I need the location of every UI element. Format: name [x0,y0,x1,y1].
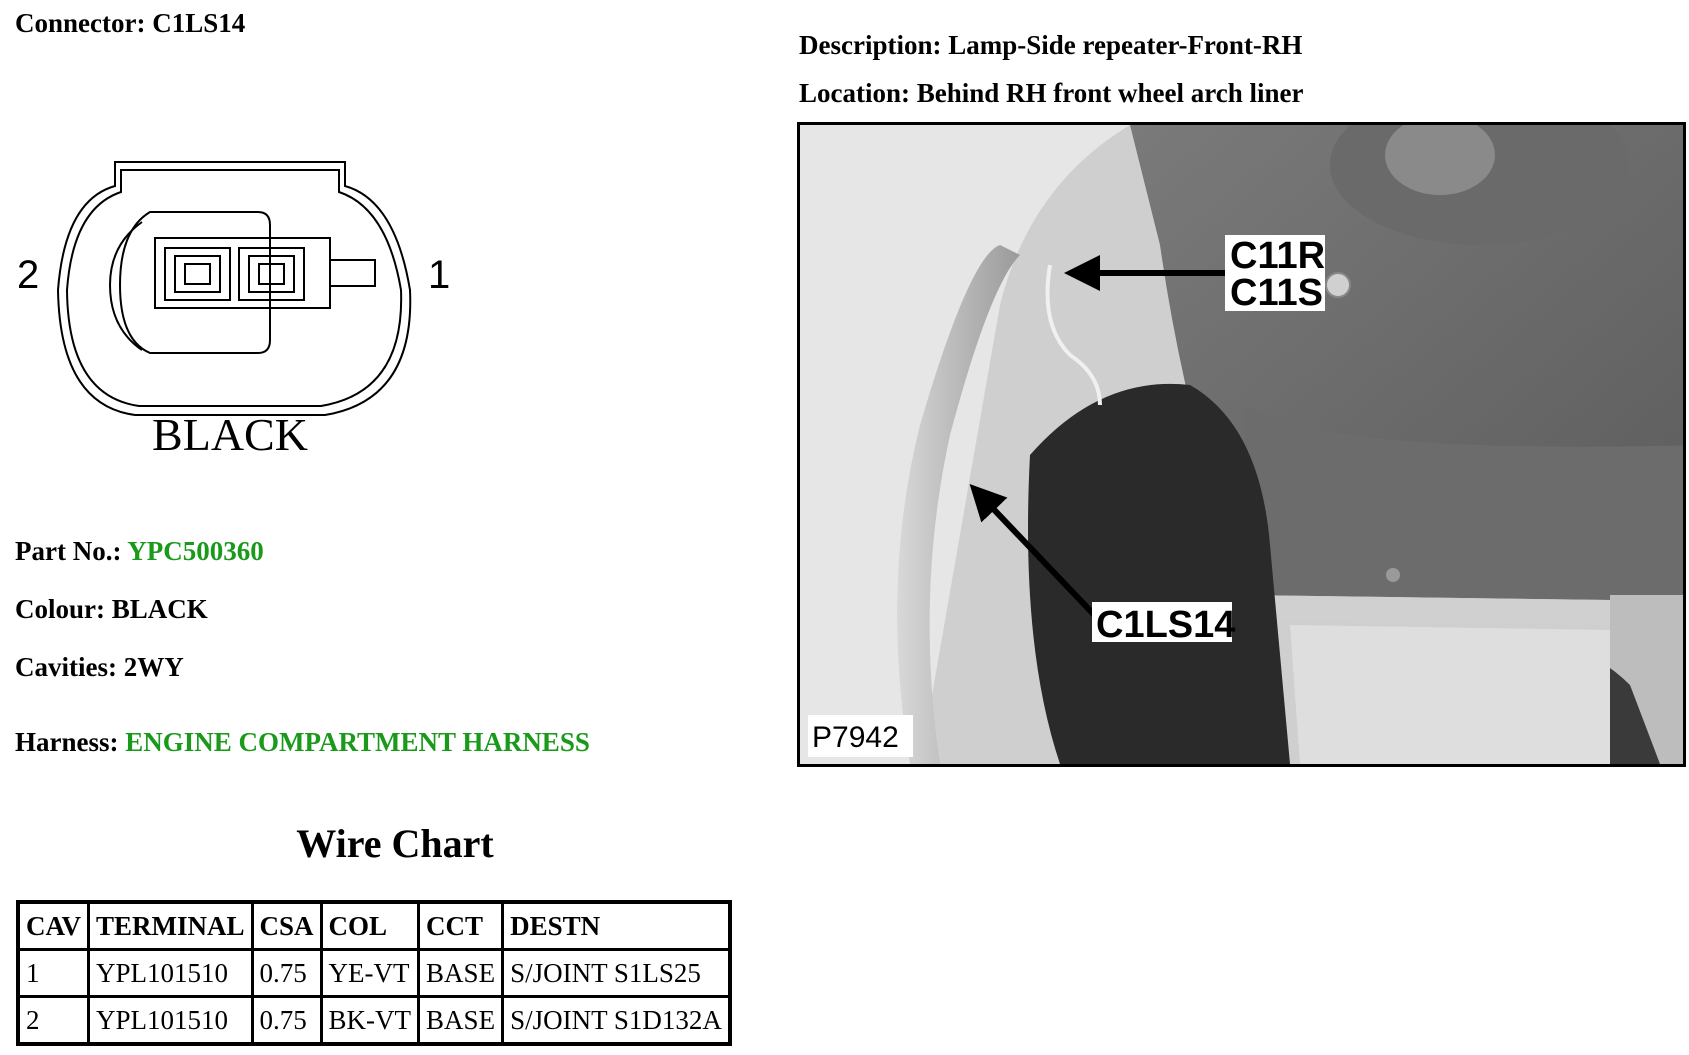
connector-heading [15,8,245,39]
header-destn: DESTN [503,902,730,950]
callout-c1ls14: C1LS14 [1096,604,1236,646]
location-photo [797,122,1686,767]
part-no-line [15,536,264,567]
description-line [799,30,1302,61]
connector-id: C1LS14 [152,8,246,38]
table-row [18,997,730,1045]
location-line [799,78,1304,109]
part-no-label: Part No.: [15,536,122,566]
cell-cav: 2 [18,997,89,1045]
connector-label: Connector: [15,8,146,38]
cell-csa: 0.75 [252,950,321,997]
photo-id-label: P7942 [812,721,899,754]
table-header-row [18,902,730,950]
cell-destn: S/JOINT S1LS25 [503,950,730,997]
header-cav: CAV [18,902,89,950]
cell-cct: BASE [419,997,503,1045]
wire-chart-title: Wire Chart [296,821,494,866]
description-label: Description: [799,30,942,60]
cell-terminal: YPL101510 [89,950,253,997]
connector-face-diagram [15,150,455,470]
cavities-label: Cavities: [15,652,117,682]
header-col: COL [321,902,419,950]
description-value: Lamp-Side repeater-Front-RH [948,30,1303,60]
cell-destn: S/JOINT S1D132A [503,997,730,1045]
pin-1-label: 1 [428,253,451,297]
wire-chart-table [16,900,732,1046]
part-no-link[interactable]: YPC500360 [127,536,264,566]
diagram-colour-caption: BLACK [152,409,308,460]
cavities-line [15,652,184,683]
harness-line [15,727,590,758]
cavities-value: 2WY [123,652,184,682]
callout-c11r: C11R [1230,235,1326,277]
cell-csa: 0.75 [252,997,321,1045]
location-value: Behind RH front wheel arch liner [916,78,1304,108]
cell-col: BK-VT [321,997,419,1045]
location-label: Location: [799,78,910,108]
colour-label: Colour: [15,594,105,624]
callout-c11s: C11S [1230,272,1323,314]
pin-2-label: 2 [17,253,40,297]
cell-cct: BASE [419,950,503,997]
header-csa: CSA [252,902,321,950]
header-cct: CCT [419,902,503,950]
cell-terminal: YPL101510 [89,997,253,1045]
cell-cav: 1 [18,950,89,997]
cell-col: YE-VT [321,950,419,997]
colour-line [15,594,208,625]
harness-label: Harness: [15,727,119,757]
header-terminal: TERMINAL [89,902,253,950]
table-row [18,950,730,997]
colour-value: BLACK [111,594,208,624]
harness-link[interactable]: ENGINE COMPARTMENT HARNESS [125,727,590,757]
